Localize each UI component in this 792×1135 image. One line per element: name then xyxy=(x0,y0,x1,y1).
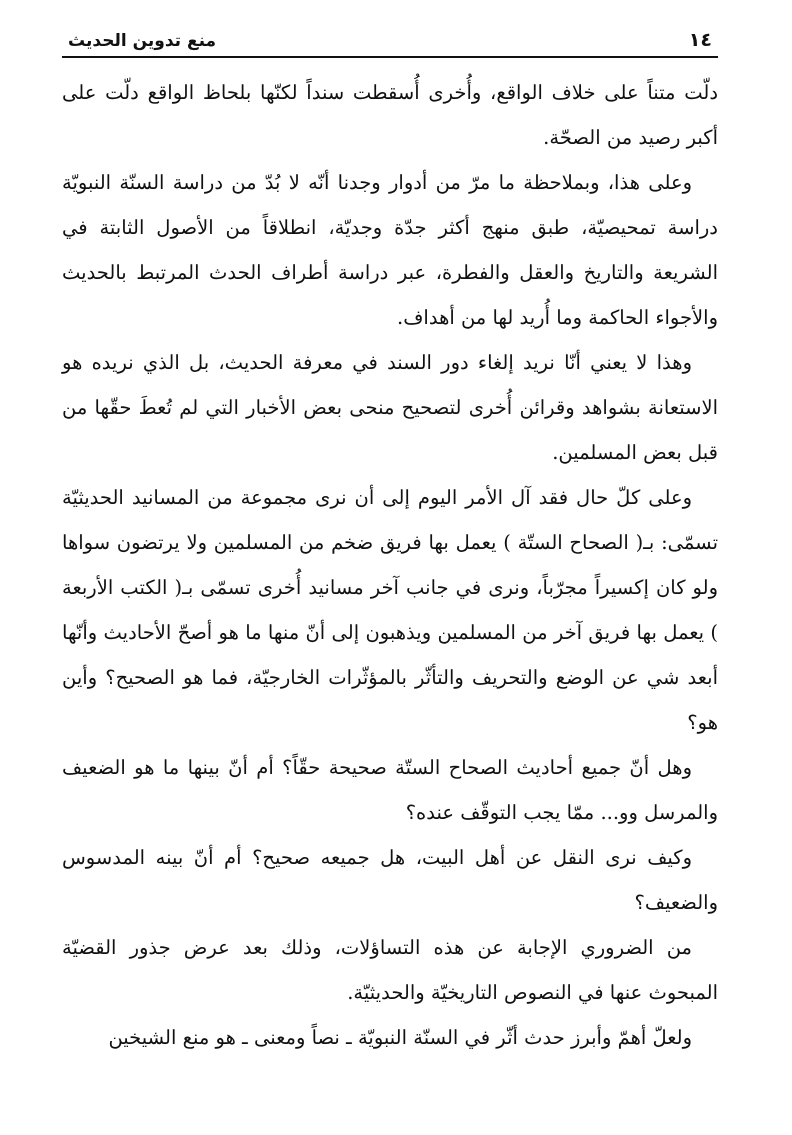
paragraph: من الضروري الإجابة عن هذه التساؤلات، وذلك بعد عرض جذور القضيّة المبحوث عنها في النصوص التاريخيّة والحديثيّة. xyxy=(62,936,718,1004)
paragraph: ولعلّ أهمّ وأبرز حدث أثّر في السنّة النبويّة ـ نصاً ومعنى ـ هو منع الشيخين xyxy=(108,1026,692,1049)
paragraph: وهل أنّ جميع أحاديث الصحاح الستّة صحيحة حقّاً؟ أم أنّ بينها ما هو الضعيف والمرسل وو... ممّا يجب التوقّف عنده؟ xyxy=(62,756,718,824)
paragraph: دلّت متناً على خلاف الواقع، وأُخرى أُسقطت سنداً لكنّها بلحاظ الواقع دلّت على أكبر رصيد من الصحّة. xyxy=(62,81,718,149)
paragraph: وعلى هذا، وبملاحظة ما مرّ من أدوار وجدنا أنّه لا بُدّ من دراسة السنّة النبويّة دراسة تمحيصيّة، طبق منهج أكثر جدّة وجديّة، انطلاقاً من الأصول الثابتة في الشريعة والتاريخ والعقل والفطرة، عبر دراسة أطراف الحدث المرتبط بالحديث والأجواء الحاكمة وما أُريد لها من أهداف. xyxy=(62,171,718,329)
paragraph: وعلى كلّ حال فقد آل الأمر اليوم إلى أن نرى مجموعة من المسانيد الحديثيّة تسمّى: بـ( الصحاح الستّة ) يعمل بها فريق ضخم من المسلمين ولا يرتضون سواها ولو كان إكسيراً مجرّباً، ونرى في جانب آخر مسانيد أُخرى تسمّى بـ( الكتب الأربعة ) يعمل بها فريق آخر من المسلمين ويذهبون إلى أنّ منها ما هو أصحّ الأحاديث وأنّها أبعد شي عن الوضع والتحريف والتأثّر بالمؤثّرات الخارجيّة، فما هو الصحيح؟ وأين هو؟ xyxy=(62,486,718,734)
paragraph: وهذا لا يعني أنّا نريد إلغاء دور السند في معرفة الحديث، بل الذي نريده هو الاستعانة بشواهد وقرائن أُخرى لتصحيح منحى بعض الأخبار التي لم تُعطَ حقّها من قبل بعض المسلمين. xyxy=(62,351,718,464)
running-header xyxy=(62,20,718,58)
page-number: ١٤ xyxy=(688,29,712,51)
body-text xyxy=(62,70,718,1060)
paragraph: وكيف نرى النقل عن أهل البيت، هل جميعه صحيح؟ أم أنّ بينه المدسوس والضعيف؟ xyxy=(62,846,718,914)
running-title: منع تدوين الحديث xyxy=(68,31,217,51)
book-page xyxy=(62,20,718,1060)
